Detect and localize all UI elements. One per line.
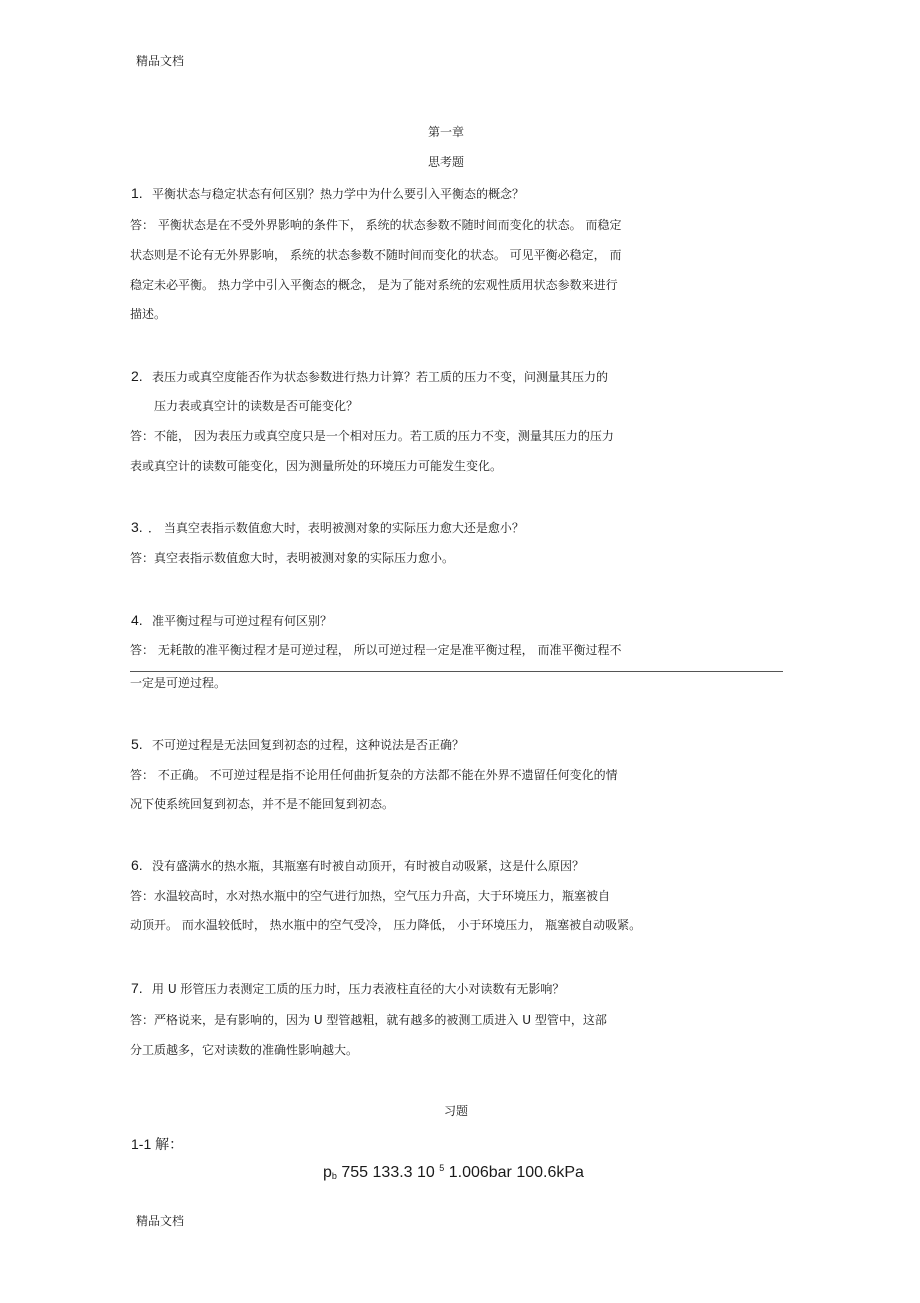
page-header: 精品文档 <box>136 54 185 68</box>
formula-exponent: 5 <box>439 1163 445 1173</box>
answer-line: 答：真空表指示数值愈大时，表明被测对象的实际压力愈小。 <box>130 551 455 565</box>
question-text: 表压力或真空度能否作为状态参数进行热力计算？若工质的压力不变，问测量其压力的 <box>152 370 609 384</box>
question-text: ． 当真空表指示数值愈大时，表明被测对象的实际压力愈大还是愈小？ <box>148 521 524 535</box>
question-number: 2. <box>131 368 143 384</box>
exercises-title: 习题 <box>444 1104 469 1118</box>
answer-line: 况下使系统回复到初态，并不是不能回复到初态。 <box>130 797 395 811</box>
answer-line: 答： 无耗散的准平衡过程才是可逆过程， 所以可逆过程一定是准平衡过程， 而准平衡过程不 <box>130 643 622 657</box>
question-text: 压力表或真空计的读数是否可能变化？ <box>154 399 359 413</box>
divider-line <box>130 671 783 672</box>
formula-right: 1.006bar 100.6kPa <box>448 1164 584 1181</box>
answer-line: 表或真空计的读数可能变化，因为测量所处的环境压力可能发生变化。 <box>130 459 503 473</box>
question-text: 平衡状态与稳定状态有何区别？热力学中为什么要引入平衡态的概念？ <box>152 187 525 201</box>
question-text: 没有盛满水的热水瓶，其瓶塞有时被自动顶开，有时被自动吸紧，这是什么原因？ <box>152 859 585 873</box>
page-footer: 精品文档 <box>136 1214 185 1228</box>
question-number: 3. <box>131 519 143 535</box>
formula-left: 755 133.3 10 <box>341 1164 435 1181</box>
question-number: 7. <box>131 980 143 996</box>
question-text: 用 U 形管压力表测定工质的压力时，压力表液柱直径的大小对读数有无影响？ <box>152 982 565 996</box>
answer-line: 答：不能， 因为表压力或真空度只是一个相对压力。若工质的压力不变，测量其压力的压力 <box>130 429 614 443</box>
answer-line: 答：严格说来，是有影响的，因为 U 型管越粗，就有越多的被测工质进入 U 型管中，这部 <box>130 1013 607 1027</box>
chapter-title: 第一章 <box>428 125 465 139</box>
answer-line: 动顶开。 而水温较低时， 热水瓶中的空气受冷， 压力降低， 小于环境压力， 瓶塞被自动吸紧。 <box>130 918 642 932</box>
answer-line: 答： 平衡状态是在不受外界影响的条件下， 系统的状态参数不随时间而变化的状态。 而稳定 <box>130 218 622 232</box>
answer-line: 状态则是不论有无外界影响， 系统的状态参数不随时间而变化的状态。 可见平衡必稳定， 而 <box>130 248 622 262</box>
answer-line: 分工质越多，它对读数的准确性影响越大。 <box>130 1043 359 1057</box>
answer-line: 一定是可逆过程。 <box>130 676 227 690</box>
section-title: 思考题 <box>428 155 465 169</box>
question-text: 准平衡过程与可逆过程有何区别？ <box>152 614 333 628</box>
question-number: 6. <box>131 857 143 873</box>
formula-subscript: b <box>331 1171 337 1181</box>
answer-line: 稳定未必平衡。 热力学中引入平衡态的概念， 是为了能对系统的宏观性质用状态参数来进行 <box>130 278 618 292</box>
formula-symbol: p <box>323 1164 332 1181</box>
question-number: 4. <box>131 612 143 628</box>
question-number: 5. <box>131 736 143 752</box>
question-text: 不可逆过程是无法回复到初态的过程，这种说法是否正确？ <box>152 738 465 752</box>
answer-line: 答： 不正确。 不可逆过程是指不论用任何曲折复杂的方法都不能在外界不遗留任何变化的情 <box>130 768 618 782</box>
formula <box>323 1163 584 1182</box>
answer-line: 描述。 <box>130 307 167 321</box>
exercise-label: 1-1 解： <box>131 1136 184 1152</box>
answer-line: 答：水温较高时，水对热水瓶中的空气进行加热，空气压力升高，大于环境压力，瓶塞被自 <box>130 889 611 903</box>
question-number: 1. <box>131 185 143 201</box>
